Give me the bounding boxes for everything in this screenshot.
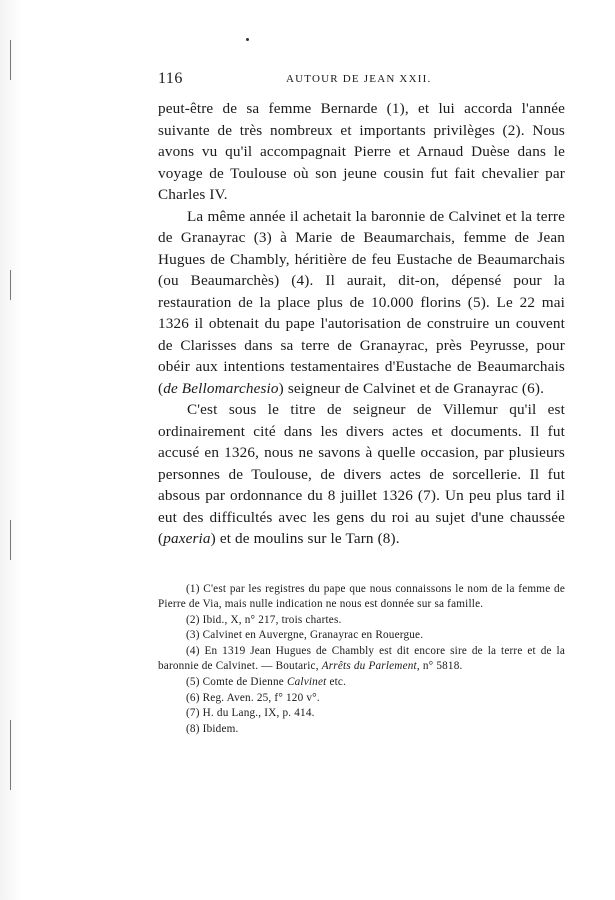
footnote-text: etc. — [326, 676, 347, 689]
print-speck — [246, 38, 249, 41]
footnote-3: (3) Calvinet en Auvergne, Granayrac en Rouergue. — [186, 629, 424, 642]
footnotes — [158, 582, 565, 738]
footnote-text: , n° 5818. — [416, 660, 463, 673]
footnote-text: (4) En 1319 Jean Hugues de Chambly est dit encore sire de la terre et de la baronnie de Calvinet. — Boutaric, — [158, 644, 565, 673]
scan-edge-mark — [10, 520, 11, 560]
paragraph-text: La même année il achetait la baronnie de Calvinet et la terre de Granayrac (3) à Marie de Beaumarchais, femme de Jean Hugues de Chambly, héritière de feu Eustache de Beaumarchais (ou Beaumarchès) (4). Il aurait, dit-on, dépensé pour la restauration de la place plus de 10.000 florins (5). Le 22 mai 1326 il obtenait du pape l'autorisation de construire un couvent de Clarisses dans sa terre de Granayrac, près Peyrusse, pour obéir aux intentions testamentaires d'Eustache de Beaumarchais ( — [158, 207, 565, 397]
body-text — [158, 98, 565, 550]
paragraph-text: C'est sous le titre de seigneur de Villemur qu'il est ordinairement cité dans les divers actes et documents. Il fut accusé en 1326, nous ne savons à quelle occasion, par plusieurs personnes de Toulouse, de divers actes de sorcellerie. Il fut absous par ordonnance du 8 juillet 1326 (7). Un peu plus tard il eut des difficultés avec les gens du roi au sujet d'une chaussée ( — [158, 401, 565, 547]
cited-title: Arrêts du Parlement — [321, 660, 417, 673]
paragraph-2 — [158, 206, 565, 400]
paragraph-text: peut-être de sa femme Bernarde (1), et lui accorda l'année suivante de très nombreux et importants privilèges (2). Nous avons vu qu'il accompagnait Pierre et Arnaud Duèse dans le voyage de Toulouse où son jeune cousin fut fait chevalier par Charles IV. — [158, 100, 565, 203]
book-page — [158, 66, 565, 737]
footnote-6: (6) Reg. Aven. 25, f° 120 v°. — [186, 691, 320, 704]
footnote-2: (2) Ibid., X, n° 217, trois chartes. — [186, 613, 342, 626]
footnote-1: (1) C'est par les registres du pape que nous connaissons le nom de la femme de Pierre de Via, mais nulle indication ne nous est donnée sur sa famille. — [158, 582, 565, 611]
paragraph-3 — [158, 399, 565, 550]
scan-edge-mark — [10, 270, 11, 300]
scan-edge-mark — [10, 720, 11, 790]
footnote-4 — [158, 644, 565, 675]
paragraph-text: ) et de moulins sur le Tarn (8). — [210, 530, 400, 547]
scan-edge — [0, 0, 22, 900]
page-header — [158, 66, 565, 88]
footnote-7: (7) H. du Lang., IX, p. 414. — [186, 707, 315, 720]
footnote-5 — [158, 675, 565, 691]
scan-edge-mark — [10, 40, 11, 80]
footnote-text: (5) Comte de Dienne — [186, 676, 287, 689]
paragraph-text: ) seigneur de Calvinet et de Granayrac (6). — [278, 379, 545, 397]
cited-title: Calvinet — [286, 676, 327, 689]
footnote-8: (8) Ibidem. — [186, 722, 239, 735]
running-head: AUTOUR DE JEAN XXII. — [286, 73, 432, 85]
latin-term: de Bellomarchesio — [163, 379, 279, 397]
page-number: 116 — [158, 70, 183, 87]
latin-term: paxeria — [163, 530, 211, 547]
paragraph-1 — [158, 98, 565, 206]
